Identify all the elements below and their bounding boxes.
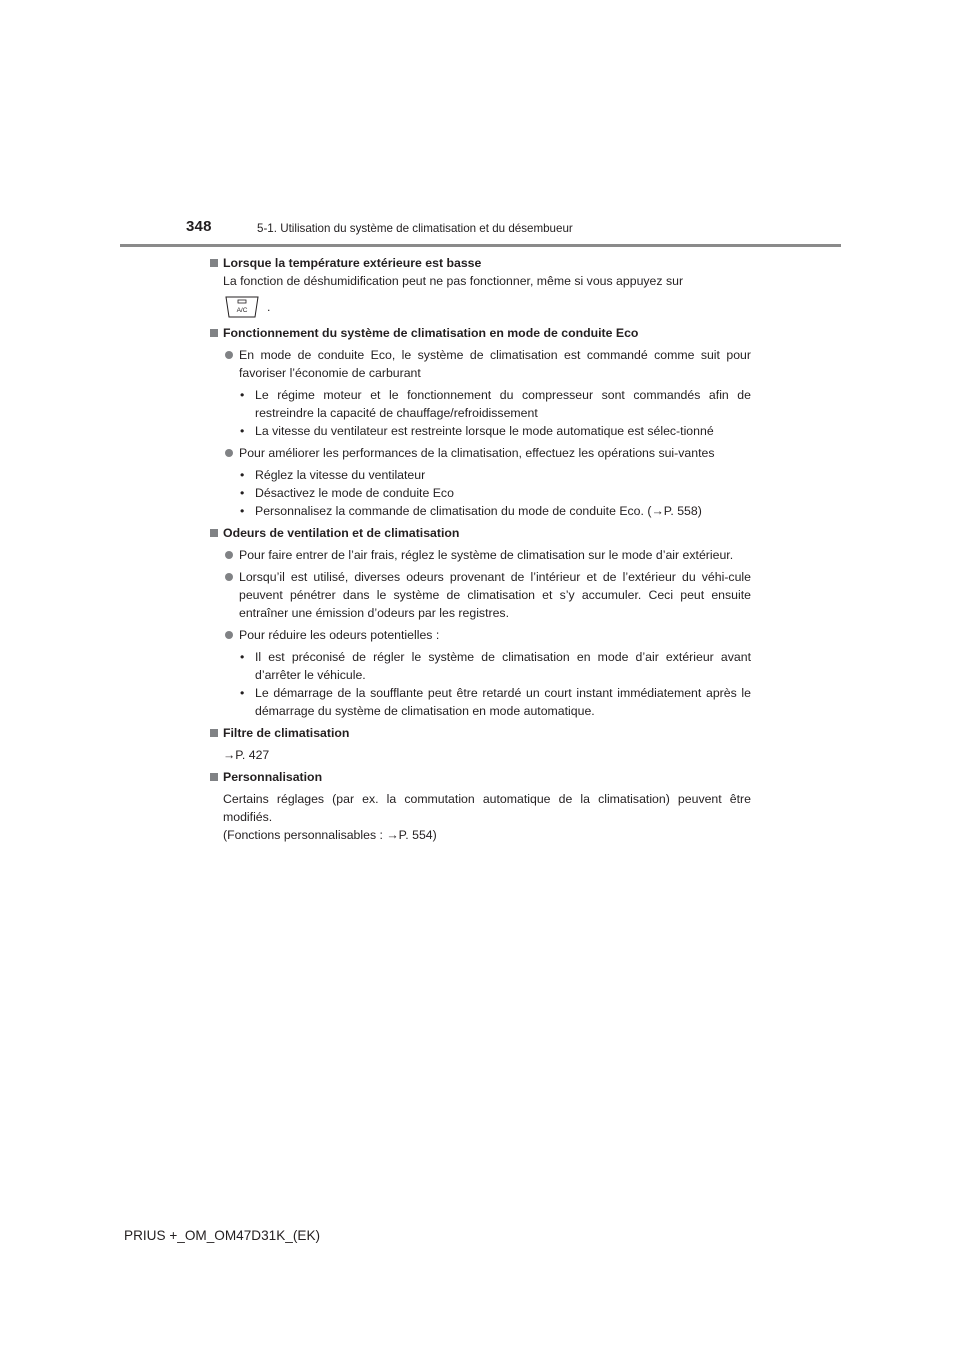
- bullet-mark: •: [240, 424, 245, 438]
- section-heading-odors: Odeurs de ventilation et de climatisation: [209, 524, 751, 542]
- sentence-end: .: [267, 300, 271, 314]
- bullet-mark: •: [240, 504, 245, 518]
- ac-button-label: A/C: [236, 307, 248, 314]
- list-item-text: Le démarrage de la soufflante peut être retardé un court instant immédiatement après le démarrage du système de climatisation en mode automatique.: [255, 686, 751, 718]
- odors-bullet-1: Pour faire entrer de l’air frais, réglez le système de climatisation sur le mode d’air extérieur.: [209, 546, 751, 564]
- chapter-title: 5-1. Utilisation du système de climatisation et du désembueur: [257, 222, 573, 235]
- odors-sub-item-2: [209, 684, 751, 720]
- eco-bullet-1: En mode de conduite Eco, le système de climatisation est commandé comme suit pour favoriser l’économie de carburant: [209, 346, 751, 382]
- eco-sub-item-5: [209, 502, 751, 520]
- odors-sub-item-1: [209, 648, 751, 684]
- eco-bullet-2: Pour améliorer les performances de la climatisation, effectuez les opérations sui-vantes: [209, 444, 751, 462]
- section-heading-filter: Filtre de climatisation: [209, 724, 751, 742]
- list-item-text: La vitesse du ventilateur est restreinte lorsque le mode automatique est sélec-tionné: [255, 424, 714, 438]
- bullet-mark: •: [240, 486, 245, 500]
- list-item-text: Réglez la vitesse du ventilateur: [255, 468, 426, 482]
- eco-sub-item-3: [209, 466, 751, 484]
- eco-sub-item-2: [209, 422, 751, 440]
- list-item-text: Le régime moteur et le fonctionnement du compresseur sont commandés afin de restreindre la capacité de chauffage/refroidissement: [255, 388, 751, 420]
- header-rule: [120, 244, 841, 247]
- document-code: PRIUS +_OM_OM47D31K_(EK): [124, 1228, 321, 1243]
- bullet-mark: •: [240, 388, 245, 402]
- ac-button-icon: [223, 295, 261, 319]
- bullet-mark: •: [240, 468, 245, 482]
- bullet-mark: •: [240, 650, 245, 664]
- page-number: 348: [186, 218, 212, 235]
- page-content: [209, 254, 751, 844]
- customization-page-reference[interactable]: (Fonctions personnalisables : →P. 554): [223, 828, 437, 842]
- ac-button-row: [209, 290, 751, 324]
- section-heading-customization: Personnalisation: [209, 768, 751, 786]
- section-heading-low-temperature: Lorsque la température extérieure est basse: [209, 254, 751, 272]
- list-item-text: Il est préconisé de régler le système de climatisation en mode d’air extérieur avant d’arrêter le véhicule.: [255, 650, 751, 682]
- odors-bullet-2: Lorsqu’il est utilisé, diverses odeurs provenant de l’intérieur et de l’extérieur du véhi-cule peuvent pénétrer dans le système de climatisation et s’y accumuler. Ceci peut ensuite entraîner une émission d’odeurs par les registres.: [209, 568, 751, 622]
- customization-text: Certains réglages (par ex. la commutation automatique de la climatisation) peuvent être modifiés.: [223, 792, 751, 824]
- eco-sub-item-1: [209, 386, 751, 422]
- low-temperature-text: La fonction de déshumidification peut ne pas fonctionner, même si vous appuyez sur: [223, 274, 684, 288]
- section-heading-eco-mode: Fonctionnement du système de climatisation en mode de conduite Eco: [209, 324, 751, 342]
- filter-page-reference[interactable]: →P. 427: [223, 748, 270, 762]
- bullet-mark: •: [240, 686, 245, 700]
- list-item-text: Personnalisez la commande de climatisation du mode de conduite Eco. (→P. 558): [255, 504, 702, 518]
- list-item-text: Désactivez le mode de conduite Eco: [255, 486, 454, 500]
- odors-bullet-3: Pour réduire les odeurs potentielles :: [209, 626, 751, 644]
- eco-sub-item-4: [209, 484, 751, 502]
